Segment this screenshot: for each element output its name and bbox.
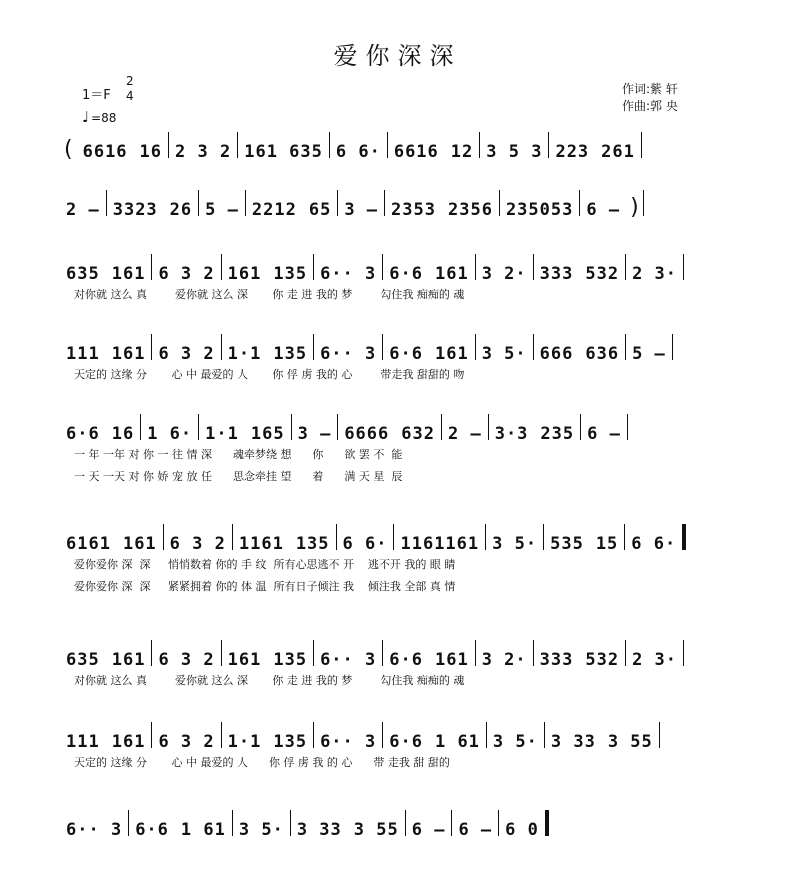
note-group: 6 3 2 [158, 732, 215, 752]
barline [643, 190, 644, 216]
composer-credit: 作曲:郭 央 [622, 99, 678, 113]
score-row [60, 520, 732, 598]
note-group: 3 55 [353, 820, 399, 840]
credits [622, 81, 678, 115]
note-group: 16 [139, 142, 163, 162]
notes-line [60, 520, 732, 554]
notes-line [60, 718, 732, 752]
note-group: 3 2· [481, 264, 527, 284]
tempo-value: =88 [91, 111, 117, 125]
lyricist-credit: 作词:紫 轩 [622, 82, 678, 96]
note-group: 3·3 [494, 424, 529, 444]
lyrics-line: 一 天 一天 对 你 娇 宠 放 任 思念牵挂 望 着 满 天 星 辰 [74, 470, 403, 483]
note-group: 6·6 [66, 424, 100, 444]
meter-numerator: 2 [126, 74, 134, 88]
final-barline [545, 810, 549, 836]
note-group: 2212 [251, 200, 297, 220]
note-group: 532 [585, 264, 620, 284]
note-group: 3 5 3 [486, 142, 543, 162]
note-group: 5 – [632, 344, 666, 364]
note-group: 3 5· [238, 820, 284, 840]
note-group: 6·· 3 [320, 264, 377, 284]
note-group: 3323 [112, 200, 158, 220]
note-group: 135 [295, 534, 330, 554]
note-group: 535 [550, 534, 584, 554]
note-group: 6·· 3 [320, 344, 377, 364]
time-signature [126, 74, 134, 104]
key-signature: 1＝F [82, 88, 111, 103]
note-group: 2 – [447, 424, 482, 444]
score-row [60, 186, 732, 220]
barline [672, 334, 673, 360]
note-group: 6616 [393, 142, 439, 162]
note-group: 3 – [297, 424, 332, 444]
score-row [60, 636, 732, 692]
note-group: 235 [540, 424, 575, 444]
note-group: 135 [273, 650, 308, 670]
note-group: 135 [273, 264, 308, 284]
tempo-marking [82, 108, 116, 126]
meter-denominator: 4 [126, 89, 134, 103]
note-group: 161 [111, 264, 146, 284]
note-group: 1·1 [205, 424, 239, 444]
note-group: 6·6 [389, 732, 423, 752]
note-group: 3 5· [481, 344, 527, 364]
note-group: 161 [434, 650, 469, 670]
note-group: 161 [111, 344, 146, 364]
note-group: 1·1 [227, 344, 262, 364]
lyrics-line: 爱你爱你 深 深 紧紧拥着 你的 体 温 所有日子倾注 我 倾注我 全部 真 情 [74, 580, 456, 593]
note-group: 6·6 [389, 344, 423, 364]
note-group: 161 [227, 264, 262, 284]
note-group: 6 – [411, 820, 446, 840]
note-group: 6 – [586, 200, 621, 220]
note-group: 161 635 [244, 142, 323, 162]
note-group: 3 5· [492, 534, 538, 554]
note-group: 135 [273, 344, 308, 364]
note-group: 6 3 2 [158, 264, 215, 284]
notes-line [60, 410, 732, 444]
quarter-note-icon: ♩ [82, 108, 90, 126]
note-group: 632 [401, 424, 435, 444]
notes-line [60, 330, 732, 364]
note-group: 6 3 2 [169, 534, 226, 554]
barline [683, 640, 684, 666]
note-group: 6·6 [135, 820, 169, 840]
note-group: 333 [539, 650, 574, 670]
score-row [60, 330, 732, 386]
note-group: 6·· 3 [320, 650, 377, 670]
notes-line [60, 250, 732, 284]
score-row [60, 806, 732, 840]
song-title: 爱你深深 [333, 42, 462, 70]
note-group: 1 61 [434, 732, 480, 752]
notes-line [60, 186, 732, 220]
barline [641, 132, 642, 158]
lyrics-line: 爱你爱你 深 深 悄悄数着 你的 手 纹 所有心思逃不 开 逃不开 我的 眼 睛 [74, 558, 456, 571]
note-group: 2 – [66, 200, 100, 220]
note-group: 161 [227, 650, 262, 670]
note-group: 6·· 3 [66, 820, 123, 840]
note-group: 161 [111, 732, 146, 752]
note-group: 6 3 2 [158, 650, 215, 670]
note-group: 6 6· [335, 142, 381, 162]
note-group: 1·1 [227, 732, 262, 752]
note-group: 161 [434, 264, 469, 284]
score-row [60, 128, 732, 162]
note-group: 3 55 [607, 732, 653, 752]
note-group: 333 [539, 264, 574, 284]
note-group: 6161 [66, 534, 111, 554]
note-group: 161 [122, 534, 157, 554]
final-barline [682, 524, 686, 550]
note-group: 2 3· [632, 264, 678, 284]
notes-line [60, 806, 732, 840]
note-group: 6 6· [342, 534, 388, 554]
note-group: 1 6· [147, 424, 193, 444]
note-group: 2353 [391, 200, 436, 220]
note-group: 261 [601, 142, 635, 162]
note-group: 2 3 2 [175, 142, 232, 162]
note-group: 1161 [238, 534, 284, 554]
note-group: 6 – [587, 424, 621, 444]
note-group: 235053 [505, 200, 574, 220]
note-group: 111 [66, 732, 100, 752]
score-row [60, 718, 732, 774]
note-group: 6·· 3 [320, 732, 377, 752]
barline [683, 254, 684, 280]
note-group: 161 [434, 344, 469, 364]
note-group: 111 [66, 344, 100, 364]
note-group: 16 [111, 424, 135, 444]
score-row [60, 410, 732, 488]
note-group: 3 5· [492, 732, 538, 752]
lyrics-line: 天定的 这缘 分 心 中 最爱的 人 你 俘 虏 我的 心 带走我 甜甜的 吻 [74, 368, 465, 381]
lyrics-line: 天定的 这缘 分 心 中 最爱的 人 你 俘 虏 我 的 心 带 走我 甜 甜的 [74, 756, 450, 769]
note-group: 635 [66, 650, 100, 670]
note-group: 6·6 [389, 650, 423, 670]
note-group: 3 33 [296, 820, 342, 840]
lyrics-line: 一 年 一年 对 你 一 往 情 深 魂牵梦绕 想 你 欲 罢 不 能 [74, 448, 403, 461]
note-group: 2356 [447, 200, 493, 220]
note-group: 12 [450, 142, 474, 162]
note-group: 6·6 [389, 264, 423, 284]
note-group: 5 – [205, 200, 239, 220]
note-group: 15 [595, 534, 619, 554]
note-group: 6 6· [631, 534, 677, 554]
note-group: 161 [111, 650, 146, 670]
note-group: 3 33 [550, 732, 596, 752]
lyrics-line: 对你就 这么 真 爱你就 这么 深 你 走 进 我的 梦 勾住我 痴痴的 魂 [74, 674, 465, 687]
note-group: 6 – [458, 820, 493, 840]
note-group: 3 – [344, 200, 379, 220]
note-group: 6 3 2 [158, 344, 215, 364]
note-group: 6666 [344, 424, 390, 444]
note-group: 635 [66, 264, 100, 284]
note-group: 135 [273, 732, 308, 752]
repeat-paren: ( [64, 137, 73, 162]
note-group: 636 [585, 344, 620, 364]
note-group: 2 3· [632, 650, 678, 670]
note-group: 6 0 [505, 820, 539, 840]
note-group: 26 [169, 200, 193, 220]
repeat-paren: ) [630, 195, 639, 220]
notes-line [60, 636, 732, 670]
barline [627, 414, 628, 440]
note-group: 532 [585, 650, 620, 670]
note-group: 1 61 [180, 820, 226, 840]
note-group: 65 [308, 200, 332, 220]
note-group: 165 [250, 424, 285, 444]
note-group: 223 [555, 142, 590, 162]
barline [659, 722, 660, 748]
note-group: 3 2· [481, 650, 527, 670]
note-group: 1161161 [400, 534, 480, 554]
notes-line [60, 128, 732, 162]
note-group: 666 [539, 344, 574, 364]
note-group: 6616 [82, 142, 128, 162]
lyrics-line: 对你就 这么 真 爱你就 这么 深 你 走 进 我的 梦 勾住我 痴痴的 魂 [74, 288, 465, 301]
score-row [60, 250, 732, 306]
